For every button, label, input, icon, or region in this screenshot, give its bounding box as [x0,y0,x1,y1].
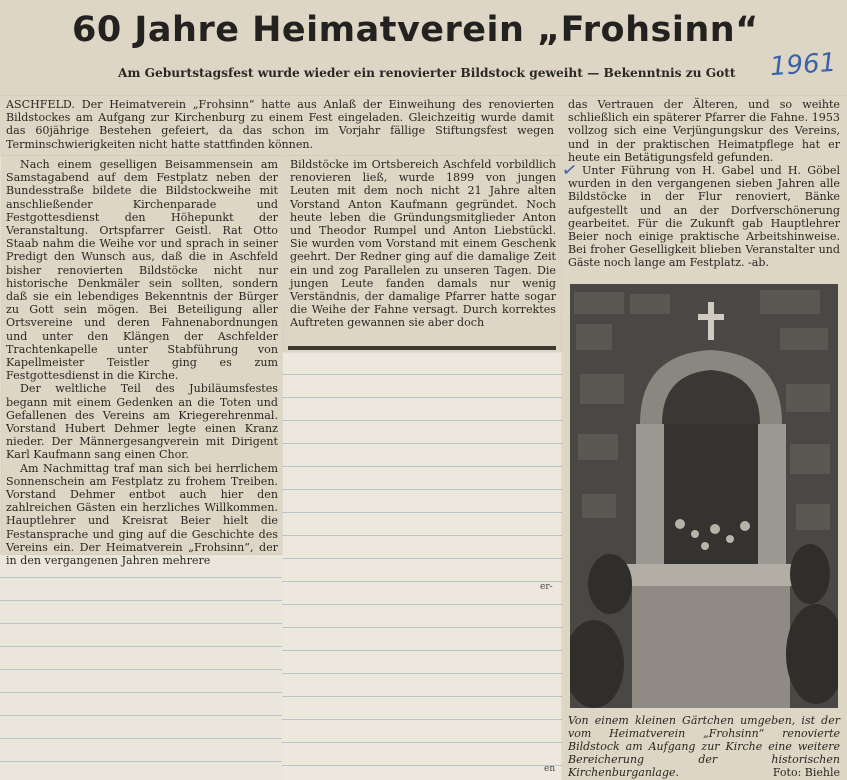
column2-paragraph: Bildstöcke im Ortsbereich Aschfeld vorbildlich renovieren ließ, wurde 1899 von jungen Leuten mit dem noch nicht 21 Jahre alten Vorstand Anton Kaufmann gegründet. Noch heute leben die Gründungsmitglieder Anton und Theodor Rumpel und Anton Liebstückl. Sie wurden vom Vorstand mit einem Geschenk geehrt. Der Redner ging auf die damalige Zeit ein und zog Parallelen zu unseren Tagen. Die jungen Leute fanden damals nur wenig Verständnis, der damalige Pfarrer hatte sogar die Weihe der Fahne versagt. Durch korrektes Auftreten gewannen sie aber doch [290,158,556,330]
photo-caption-text: Von einem kleinen Gärtchen umgeben, ist der vom Heimatverein „Frohsinn“ renovierte Bildstock am Aufgang zur Kirche eine weitere Bereicherung der historischen Kirchenburganlage. [568,714,840,779]
lead-paragraph [6,98,554,151]
checkmark-icon: ✓ [560,158,579,183]
column-3 [568,98,840,270]
ruled-paper-center [282,352,562,780]
photo-caption [568,714,840,779]
handwritten-year: 1961 [769,47,838,83]
shrine-illustration [570,284,838,708]
lead-text: ASCHFELD. Der Heimatverein „Frohsinn“ hatte aus Anlaß der Einweihung des renovierten Bildstockes am Aufgang zur Kirchenburg zu einem Fest eingeladen. Gleichzeitig wurde damit das 60jährige Bestehen gefeiert, da das schon im Vorjahr fällige Stiftungsfest wegen Terminschwierigkeiten nicht hatte stattfinden können. [6,98,554,151]
wayside-shrine-photo [570,284,838,708]
margin-fragment: en [544,764,556,774]
column1-paragraph: Am Nachmittag traf man sich bei herrlichem Sonnenschein am Festplatz zu frohem Treiben. Vorstand Dehmer entbot auch hier den zahlreichen Gästen ein herzliches Willkommen. Hauptlehrer und Kreisrat Beier hielt die Festansprache und ging auf die Geschichte des Vereins ein. Der Heimatverein „Frohsinn“, der in den vergangenen Jahren mehrere [6,461,278,568]
photo-credit: Foto: Biehle [772,766,840,779]
article-subheadline: Am Geburtstagsfest wurde wieder ein renovierter Bildstock geweiht — Bekenntnis zu Gott [118,66,736,80]
ruled-paper-left [0,555,282,780]
column-2 [290,158,556,330]
column-1 [6,158,278,567]
column-rule [288,346,556,350]
margin-fragment: er- [540,582,553,592]
column1-paragraph: Der weltliche Teil des Jubiläumsfestes begann mit einem Gedenken an die Toten und Gefallenen des Vereins am Kriegerehrenmal. Vorstand Hubert Dehmer legte einen Kranz nieder. Der Männergesangverein mit Dirigent Karl Kaufmann sang einen Chor. [6,382,278,462]
column3-paragraph: Unter Führung von H. Gabel und H. Göbel wurden in den vergangenen sieben Jahren alle Bildstöcke in der Flur renoviert, Bänke aufgestellt und an der Dorfverschönerung gearbeitet. Für die Zukunft gab Hauptlehrer Beier noch einige praktische Arbeitshinweise. Bei froher Geselligkeit blieben Veranstalter und Gäste noch lange am Festplatz. -ab. [568,164,840,270]
column3-paragraph: das Vertrauen der Älteren, und so weihte schließlich ein späterer Pfarrer die Fahne. 1953 vollzog sich eine Verjüngungskur des Vereins, und in der praktischen Heimatpflege hat er heute ein Betätigungsfeld gefunden. [568,98,840,164]
column1-paragraph: Nach einem geselligen Beisammensein am Samstagabend auf dem Festplatz neben der Bundesstraße bildete die Bildstockweihe mit anschließender Kirchenparade und Festgottesdienst den Höhepunkt der Veranstaltung. Ortspfarrer Geistl. Rat Otto Staab nahm die Weihe vor und sprach in seiner Predigt den Wunsch aus, daß die in Aschfeld bisher renovierten Bildstöcke nicht nur historische Denkmäler sein sollten, sondern daß sie ein lebendiges Bekenntnis der Bürger zu Gott sein mögen. Bei Beteiligung aller Ortsvereine und deren Fahnenabordnungen und unter den Klängen der Aschfelder Trachtenkapelle unter Stabführung von Kapellmeister Teistler ging es zum Festgottesdienst in die Kirche. [6,158,278,383]
article-headline: 60 Jahre Heimatverein „Frohsinn“ [72,10,759,50]
